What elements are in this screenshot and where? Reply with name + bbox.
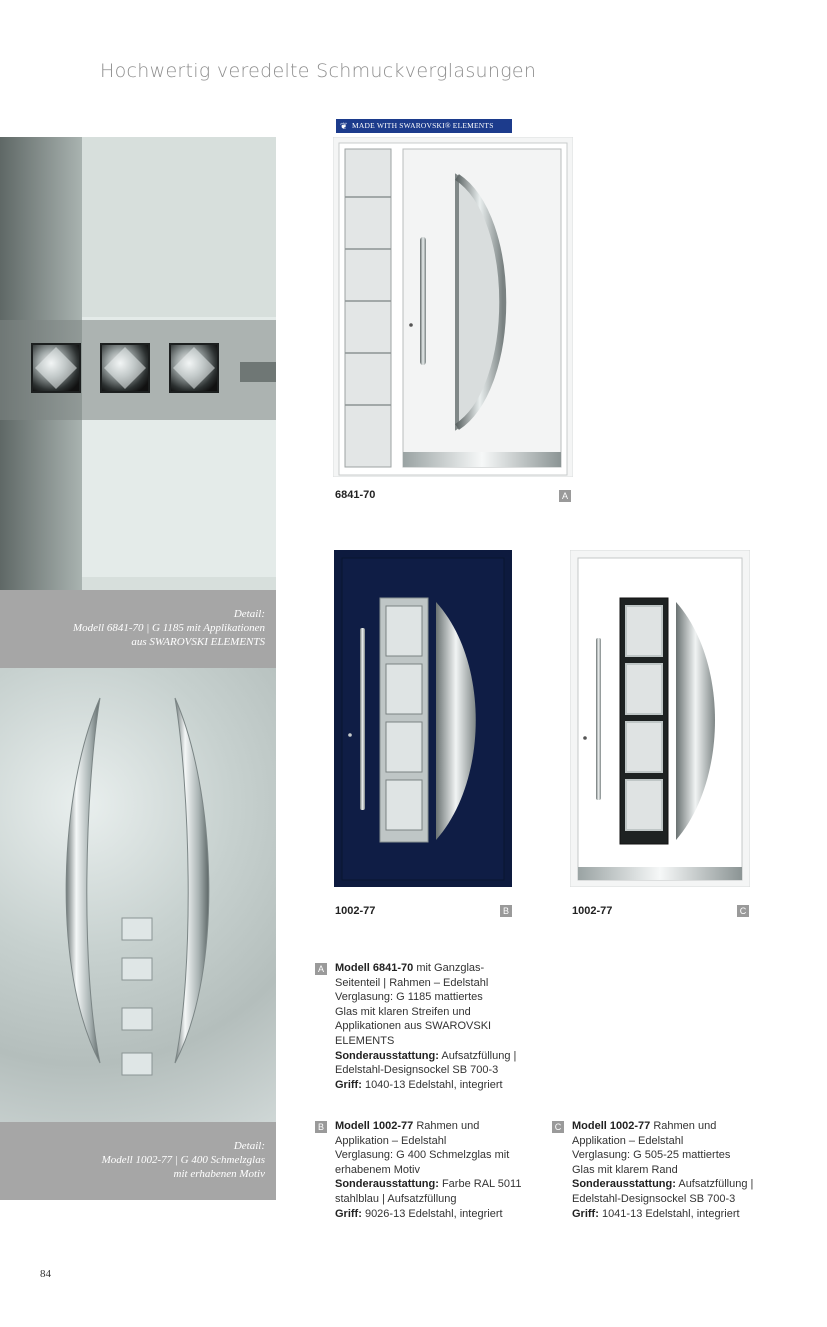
door-a-model: 6841-70 bbox=[335, 489, 376, 501]
caption-heading: Detail: bbox=[233, 608, 265, 620]
detail-caption-2 bbox=[0, 1122, 276, 1200]
desc-b-line: stahlblau | Aufsatzfüllung bbox=[335, 1192, 457, 1205]
desc-b-badge: B bbox=[315, 1121, 327, 1133]
desc-b-line: 9026-13 Edelstahl, integriert bbox=[361, 1207, 503, 1220]
door-b-badge: B bbox=[500, 905, 512, 917]
caption-line: Modell 6841-70 | G 1185 mit Applikationen bbox=[72, 622, 265, 634]
door-1002-77-white-illustration bbox=[570, 550, 750, 887]
desc-b-line: Farbe RAL 5011 bbox=[438, 1178, 522, 1191]
door-6841-70-illustration bbox=[333, 137, 573, 477]
desc-a-line: ELEMENTS bbox=[335, 1034, 395, 1047]
door-b-model: 1002-77 bbox=[335, 905, 376, 917]
caption-heading: Detail: bbox=[233, 1140, 265, 1152]
desc-c-line: Glas mit klarem Rand bbox=[572, 1163, 678, 1176]
desc-a-line: Verglasung: G 1185 mattiertes bbox=[335, 991, 483, 1004]
desc-a-badge: A bbox=[315, 963, 327, 975]
desc-c-line: Edelstahl-Designsockel SB 700-3 bbox=[572, 1192, 736, 1205]
door-b-image bbox=[334, 550, 512, 887]
desc-a-line: mit Ganzglas- bbox=[413, 962, 485, 974]
desc-b-line: erhabenem Motiv bbox=[335, 1163, 420, 1176]
desc-a-sonder-label: Sonderausstattung: bbox=[335, 1049, 439, 1062]
desc-a-line: 1040-13 Edelstahl, integriert bbox=[361, 1078, 503, 1091]
detail-photo-swarovski bbox=[0, 137, 276, 590]
desc-a-line: Edelstahl-Designsockel SB 700-3 bbox=[335, 1064, 499, 1077]
door-a-badge: A bbox=[559, 490, 571, 502]
desc-b-sonder-label: Sonderausstattung: bbox=[335, 1178, 439, 1191]
desc-b-model: Modell 1002-77 bbox=[335, 1120, 414, 1132]
swarovski-badge bbox=[336, 119, 512, 133]
desc-a-line: Applikationen aus SWAROVSKI bbox=[335, 1020, 492, 1033]
door-c-model: 1002-77 bbox=[572, 905, 613, 917]
desc-c-badge: C bbox=[552, 1121, 564, 1133]
desc-c-model: Modell 1002-77 bbox=[572, 1120, 651, 1132]
desc-b-line: Verglasung: G 400 Schmelzglas mit bbox=[335, 1149, 510, 1162]
desc-a-line: Seitenteil | Rahmen – Edelstahl bbox=[335, 976, 489, 989]
desc-c-line: 1041-13 Edelstahl, integriert bbox=[598, 1207, 740, 1220]
desc-a-model: Modell 6841-70 bbox=[335, 962, 414, 974]
caption-line: mit erhabenen Motiv bbox=[173, 1168, 265, 1180]
door-a-image bbox=[333, 137, 573, 477]
swarovski-badge-text: MADE WITH SWAROVSKI® ELEMENTS bbox=[352, 121, 494, 130]
swan-icon: ❦ bbox=[340, 121, 348, 131]
detail-photo-schmelzglas bbox=[0, 668, 276, 1122]
page-title: Hochwertig veredelte Schmuckverglasungen bbox=[100, 60, 537, 82]
desc-a bbox=[335, 961, 555, 1092]
detail-caption-1 bbox=[0, 590, 276, 668]
desc-a-griff-label: Griff: bbox=[335, 1078, 362, 1091]
desc-c-griff-label: Griff: bbox=[572, 1207, 599, 1220]
desc-b-line: Rahmen und bbox=[413, 1120, 480, 1132]
door-c-badge: C bbox=[737, 905, 749, 917]
glass-detail-image bbox=[0, 668, 276, 1122]
caption-line: Modell 1002-77 | G 400 Schmelzglas bbox=[101, 1154, 265, 1166]
desc-c-line: Rahmen und bbox=[650, 1120, 717, 1132]
desc-a-line: Glas mit klaren Streifen und bbox=[335, 1005, 471, 1018]
page-number: 84 bbox=[40, 1268, 51, 1280]
desc-b-line: Applikation – Edelstahl bbox=[335, 1134, 447, 1147]
desc-b bbox=[335, 1119, 550, 1221]
desc-c-line: Verglasung: G 505-25 mattiertes bbox=[572, 1149, 731, 1162]
door-1002-77-blue-illustration bbox=[334, 550, 512, 887]
desc-a-line: Aufsatzfüllung | bbox=[438, 1049, 517, 1062]
door-c-image bbox=[570, 550, 750, 887]
desc-c-line: Aufsatzfüllung | bbox=[675, 1178, 754, 1191]
crystal-detail-image bbox=[0, 137, 276, 590]
desc-c-line: Applikation – Edelstahl bbox=[572, 1134, 684, 1147]
desc-b-griff-label: Griff: bbox=[335, 1207, 362, 1220]
caption-line: aus SWAROVSKI ELEMENTS bbox=[131, 636, 265, 648]
desc-c bbox=[572, 1119, 787, 1221]
desc-c-sonder-label: Sonderausstattung: bbox=[572, 1178, 676, 1191]
